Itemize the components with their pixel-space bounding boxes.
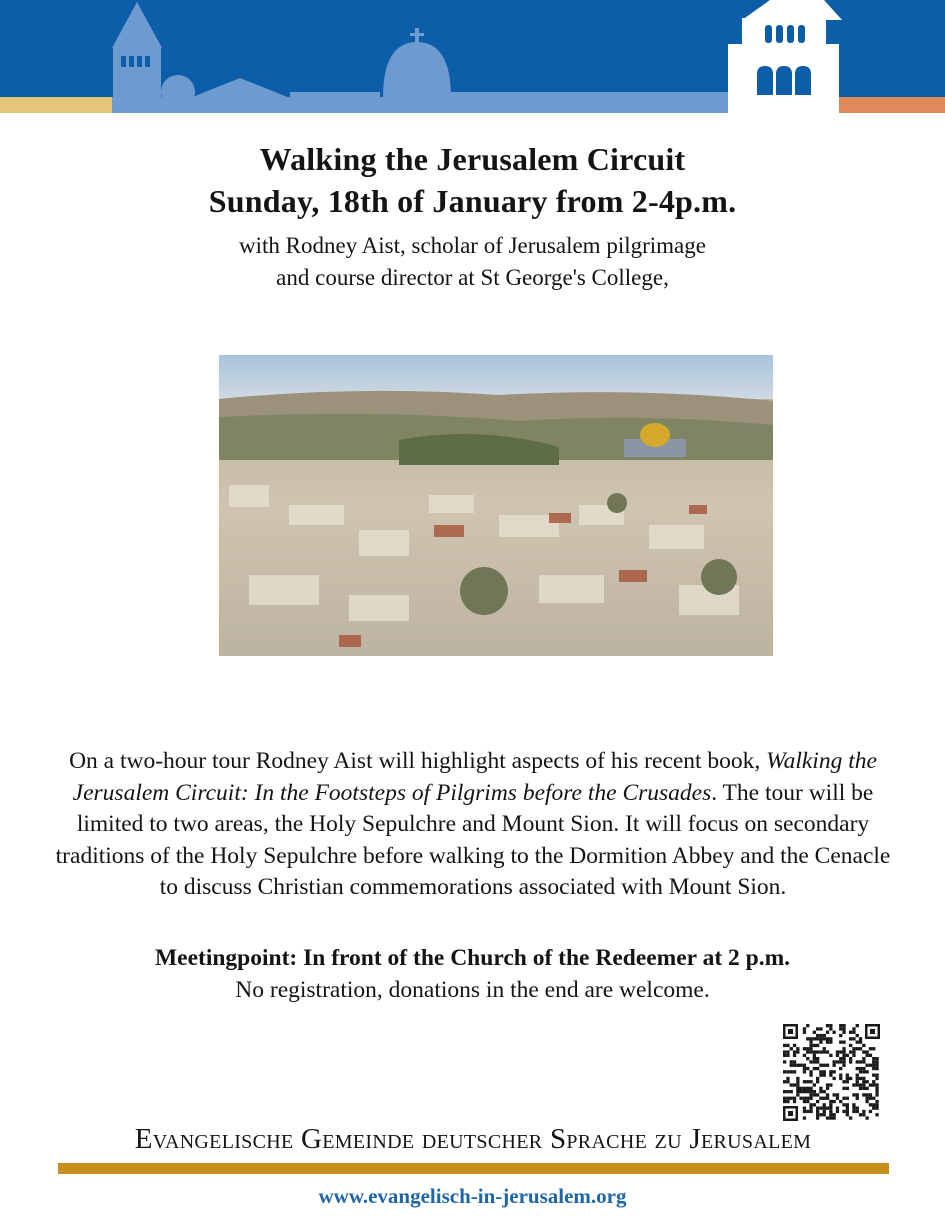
footer-gold-bar [58,1163,889,1174]
qr-code-graphic [781,1022,882,1123]
event-title-block [0,138,945,222]
tour-description [55,746,891,904]
jerusalem-skyline-illustration [0,0,945,113]
registration-note: No registration, donations in the end are welcome. [235,977,710,1003]
header-banner [0,0,945,113]
description-intro: On a two-hour tour Rodney Aist will highlight aspects of his recent book, [69,748,767,774]
event-date-time: Sunday, 18th of January from 2-4p.m. [208,183,737,219]
meeting-info [0,942,945,1006]
left-gold-stripe [0,97,112,113]
speaker-line-1: with Rodney Aist, scholar of Jerusalem pilgrimage [239,233,706,258]
speaker-info [0,230,945,294]
description-rest: . The tour will be limited to two areas, the Holy Sepulchre and Mount Sion. It will focus on secondary traditions of the Holy Sepulchre before walking to the Dormition Abbey and the Cenacle to discuss Christian commemorations associated with Mount Sion. [55,779,891,900]
book-title: Walking the Jerusalem Circuit: In the Footsteps of Pilgrims before the Crusades [72,748,877,806]
qr-code[interactable] [781,1022,882,1123]
meeting-point: Meetingpoint: In front of the Church of the Redeemer at 2 p.m. [154,945,791,971]
speaker-line-2: and course director at St George's College, [276,265,669,290]
jerusalem-old-city-photo [219,355,773,656]
right-orange-stripe [838,97,945,113]
website-link[interactable]: www.evangelisch-in-jerusalem.org [318,1184,627,1208]
event-title: Walking the Jerusalem Circuit [259,141,686,177]
organization-name: Evangelische Gemeinde deutscher Sprache zu Jerusalem [134,1123,812,1155]
